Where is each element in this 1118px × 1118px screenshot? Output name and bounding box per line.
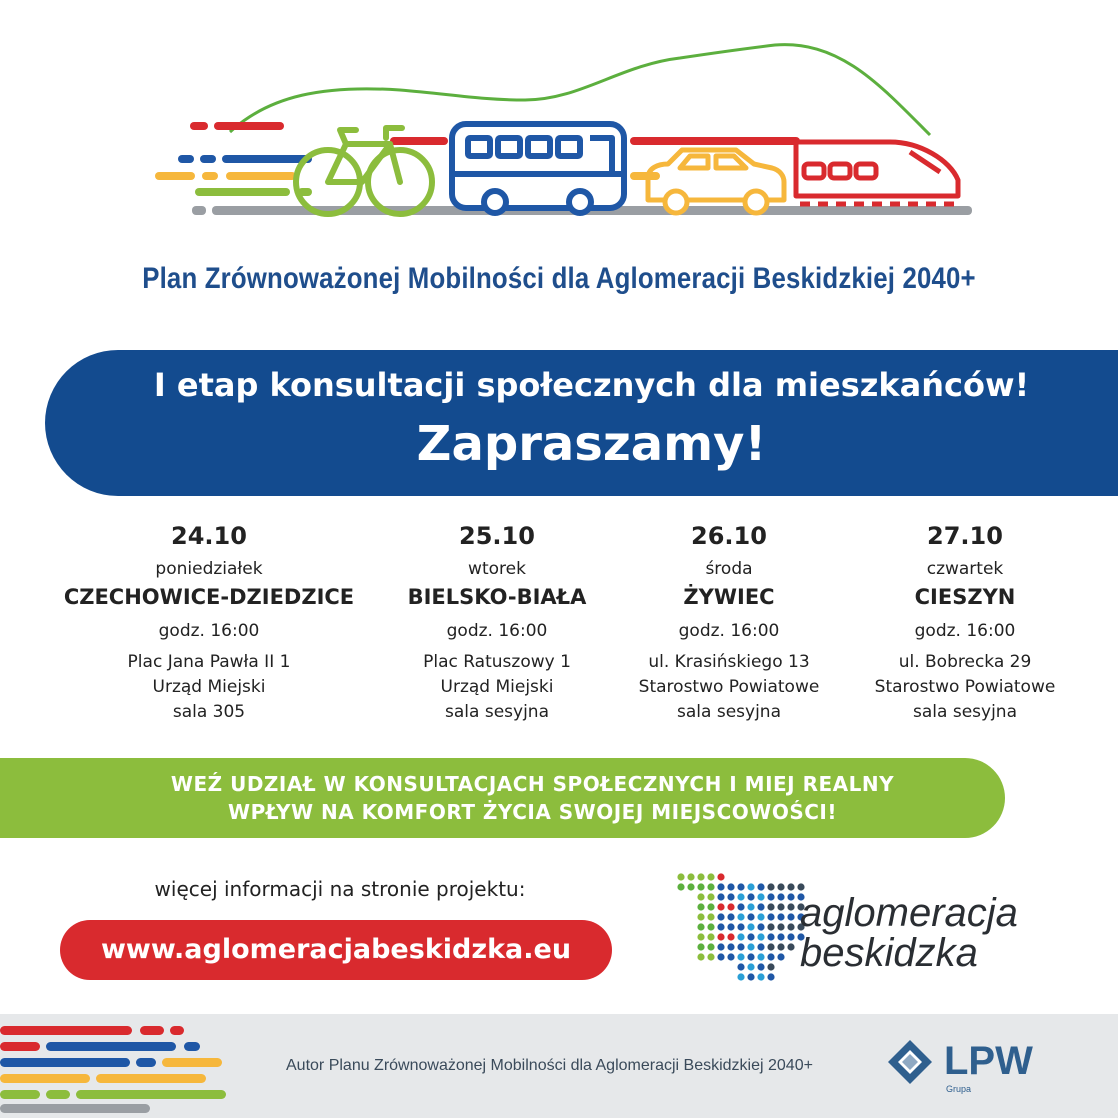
address-line: Plac Jana Pawła II 1 xyxy=(127,652,291,672)
logo-dot xyxy=(747,943,754,950)
call-to-action-banner xyxy=(0,758,1005,838)
event-day: wtorek xyxy=(468,559,526,579)
event-time: godz. 16:00 xyxy=(158,621,260,641)
logo-dot xyxy=(747,933,754,940)
logo-dot xyxy=(757,923,764,930)
logo-dot xyxy=(767,903,774,910)
logo-dot xyxy=(787,933,794,940)
logo-dot xyxy=(737,903,744,910)
logo-dot xyxy=(757,883,764,890)
address-line: sala sesyjna xyxy=(445,702,549,722)
logo-dot xyxy=(737,943,744,950)
aglomeracja-logo-text xyxy=(800,893,1018,973)
logo-dot xyxy=(767,973,774,980)
address-line: sala 305 xyxy=(172,702,246,722)
logo-dot xyxy=(687,873,694,880)
logo-dot xyxy=(767,883,774,890)
logo-dot xyxy=(707,913,714,920)
logo-dot xyxy=(747,973,754,980)
train-icon xyxy=(796,142,960,204)
cta-line: WPŁYW NA KOMFORT ŻYCIA SWOJEJ MIEJSCOWOŚCI! xyxy=(228,800,837,824)
logo-dot xyxy=(737,933,744,940)
logo-line: aglomeracja xyxy=(800,891,1018,935)
logo-dot xyxy=(777,933,784,940)
event-day: czwartek xyxy=(926,559,1004,579)
logo-dot xyxy=(777,893,784,900)
logo-dot xyxy=(707,903,714,910)
logo-dot xyxy=(787,913,794,920)
logo-dot xyxy=(717,873,724,880)
event-city: CIESZYN xyxy=(914,585,1016,609)
logo-dot xyxy=(757,963,764,970)
logo-dot xyxy=(777,883,784,890)
logo-dot xyxy=(777,913,784,920)
event-city: BIELSKO-BIAŁA xyxy=(407,585,587,609)
logo-dot xyxy=(797,883,804,890)
aglomeracja-logo-icon xyxy=(676,872,806,982)
logo-dot xyxy=(737,893,744,900)
logo-dot xyxy=(737,963,744,970)
logo-dot xyxy=(727,883,734,890)
logo-dot xyxy=(717,903,724,910)
logo-dot xyxy=(727,953,734,960)
logo-dot xyxy=(757,893,764,900)
logo-dot xyxy=(717,953,724,960)
logo-dot xyxy=(717,913,724,920)
logo-dot xyxy=(727,893,734,900)
logo-dot xyxy=(707,943,714,950)
logo-dot xyxy=(787,883,794,890)
address-line: sala sesyjna xyxy=(913,702,1017,722)
transport-illustration xyxy=(150,40,980,230)
page-title: Plan Zrównoważonej Mobilności dla Aglomeracji Beskidzkiej 2040+ xyxy=(142,262,976,295)
cta-line: WEŹ UDZIAŁ W KONSULTACJACH SPOŁECZNYCH I MIEJ REALNY xyxy=(170,772,895,796)
logo-dot xyxy=(727,923,734,930)
logo-dot xyxy=(697,893,704,900)
event-date: 26.10 xyxy=(691,522,767,550)
lpw-logo xyxy=(884,1036,1074,1100)
logo-dot xyxy=(777,903,784,910)
event-address xyxy=(815,650,1115,725)
logo-line: beskidzka xyxy=(800,931,978,975)
logo-dot xyxy=(727,933,734,940)
logo-dot xyxy=(707,873,714,880)
logo-dot xyxy=(787,923,794,930)
address-line: ul. Bobrecka 29 xyxy=(898,652,1032,672)
logo-dot xyxy=(737,973,744,980)
logo-dot xyxy=(777,923,784,930)
event-date: 24.10 xyxy=(171,522,247,550)
banner-invite: Zapraszamy! xyxy=(416,416,767,472)
address-line: sala sesyjna xyxy=(677,702,781,722)
event-day: środa xyxy=(705,559,753,579)
logo-dot xyxy=(717,923,724,930)
banner-headline: I etap konsultacji społecznych dla mieszkańców! xyxy=(153,366,1030,404)
logo-dot xyxy=(747,913,754,920)
logo-dot xyxy=(757,943,764,950)
event-time: godz. 16:00 xyxy=(678,621,780,641)
logo-dot xyxy=(737,883,744,890)
logo-dot xyxy=(777,953,784,960)
blue-speed-lines xyxy=(178,155,312,163)
logo-dot xyxy=(717,883,724,890)
logo-dot xyxy=(697,873,704,880)
logo-dot xyxy=(737,923,744,930)
address-line: Plac Ratuszowy 1 xyxy=(423,652,571,672)
logo-dot xyxy=(697,883,704,890)
logo-dot xyxy=(707,933,714,940)
event-address xyxy=(59,650,359,725)
address-line: ul. Krasińskiego 13 xyxy=(648,652,810,672)
logo-dot xyxy=(707,883,714,890)
logo-dot xyxy=(737,913,744,920)
logo-dot xyxy=(727,913,734,920)
logo-dot xyxy=(757,913,764,920)
logo-dot xyxy=(677,883,684,890)
logo-dot xyxy=(697,943,704,950)
logo-dot xyxy=(757,903,764,910)
event-city: CZECHOWICE-DZIEDZICE xyxy=(63,585,355,609)
car-icon xyxy=(648,150,784,213)
event-city: ŻYWIEC xyxy=(683,585,775,609)
logo-dot xyxy=(717,933,724,940)
logo-dot xyxy=(787,943,794,950)
logo-dot xyxy=(707,953,714,960)
logo-dot xyxy=(767,933,774,940)
logo-dot xyxy=(697,953,704,960)
logo-dot xyxy=(757,953,764,960)
logo-dot xyxy=(747,963,754,970)
logo-dot xyxy=(727,943,734,950)
logo-dot xyxy=(737,953,744,960)
logo-dot xyxy=(717,893,724,900)
logo-dot xyxy=(767,913,774,920)
logo-dot xyxy=(747,903,754,910)
logo-dot xyxy=(787,903,794,910)
logo-dot xyxy=(757,973,764,980)
logo-dot xyxy=(697,903,704,910)
invitation-banner xyxy=(45,350,1118,496)
logo-dot xyxy=(717,943,724,950)
more-info-text: więcej informacji na stronie projektu: xyxy=(154,877,526,901)
footer-stripes xyxy=(0,1024,240,1114)
logo-dot xyxy=(767,963,774,970)
event-date: 25.10 xyxy=(459,522,535,550)
logo-dot xyxy=(787,893,794,900)
address-line: Starostwo Powiatowe xyxy=(638,677,820,697)
logo-dot xyxy=(707,893,714,900)
project-website-link[interactable]: www.aglomeracjabeskidzka.eu xyxy=(60,920,612,980)
logo-dot xyxy=(697,933,704,940)
address-line: Urząd Miejski xyxy=(152,677,266,697)
event-card xyxy=(815,520,1115,725)
bus-icon xyxy=(452,124,624,213)
logo-dot xyxy=(697,923,704,930)
logo-dot xyxy=(767,923,774,930)
logo-dot xyxy=(727,903,734,910)
logo-dot xyxy=(757,933,764,940)
logo-dot xyxy=(747,893,754,900)
footer-author-text: Autor Planu Zrównoważonej Mobilności dla Aglomeracji Beskidzkiej 2040+ xyxy=(286,1057,813,1074)
logo-dot xyxy=(747,953,754,960)
logo-dot xyxy=(697,913,704,920)
logo-dot xyxy=(707,923,714,930)
logo-dot xyxy=(687,883,694,890)
event-time: godz. 16:00 xyxy=(914,621,1016,641)
event-time: godz. 16:00 xyxy=(446,621,548,641)
logo-dot xyxy=(677,873,684,880)
event-day: poniedziałek xyxy=(155,559,263,579)
logo-dot xyxy=(777,943,784,950)
event-date: 27.10 xyxy=(927,522,1003,550)
logo-dot xyxy=(747,883,754,890)
logo-dot xyxy=(767,953,774,960)
event-card xyxy=(59,520,359,725)
address-line: Urząd Miejski xyxy=(440,677,554,697)
logo-dot xyxy=(767,893,774,900)
logo-dot xyxy=(747,923,754,930)
lpw-diamond-icon xyxy=(888,1040,932,1084)
logo-dot xyxy=(767,943,774,950)
address-line: Starostwo Powiatowe xyxy=(874,677,1056,697)
lpw-logo-text: LPW xyxy=(944,1039,1033,1083)
lpw-logo-sub: Grupa xyxy=(946,1084,972,1094)
